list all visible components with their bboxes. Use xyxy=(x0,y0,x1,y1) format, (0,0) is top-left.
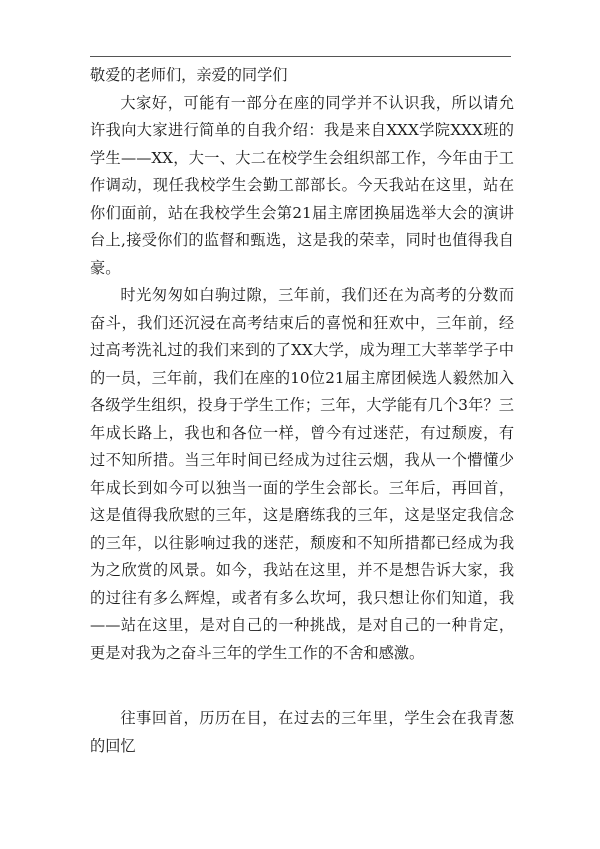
salutation: 敬爱的老师们，亲爱的同学们 xyxy=(90,66,288,84)
header-rule xyxy=(90,56,511,57)
paragraph-gap xyxy=(90,667,514,705)
paragraph-looking-back: 往事回首，历历在目，在过去的三年里，学生会在我青葱的回忆 xyxy=(90,709,514,755)
paragraph-introduction: 大家好，可能有一部分在座的同学并不认识我，所以请允许我向大家进行简单的自我介绍：我是来自XXX学院XXX班的学生——XX，大一、大二在校学生会组织部工作，今年由于工作调动，现任我校学生会勤工部部长。今天我站在这里，站在你们面前，站在我校学生会第21届主席团换届选举大会的演讲台上,接受你们的监督和甄选，这是我的荣幸，同时也值得我自豪。 xyxy=(90,93,514,277)
paragraph-three-years: 时光匆匆如白驹过隙，三年前，我们还在为高考的分数而奋斗，我们还沉浸在高考结束后的喜悦和狂欢中，三年前，经过高考洗礼过的我们来到的了XX大学，成为理工大莘莘学子中的一员，三年前，我们在座的10位21届主席团候选人毅然加入各级学生组织，投身于学生工作；三年，大学能有几个3年？三年成长路上，我也和各位一样，曾今有过迷茫，有过颓废，有过不知所措。当三年时间已经成为过往云烟，我从一个懵懂少年成长到如今可以独当一面的学生会部长。三年后，再回首，这是值得我欣慰的三年，这是磨练我的三年，这是坚定我信念的三年，以往影响过我的迷茫，颓废和不知所措都已经成为我为之欣赏的风景。如今，我站在这里，并不是想告诉大家，我的过往有多么辉煌，或者有多么坎坷，我只想让你们知道，我——站在这里，是对自己的一种挑战，是对自己的一种肯定，更是对我为之奋斗三年的学生工作的不舍和感激。 xyxy=(90,286,514,662)
document-body xyxy=(90,60,514,760)
